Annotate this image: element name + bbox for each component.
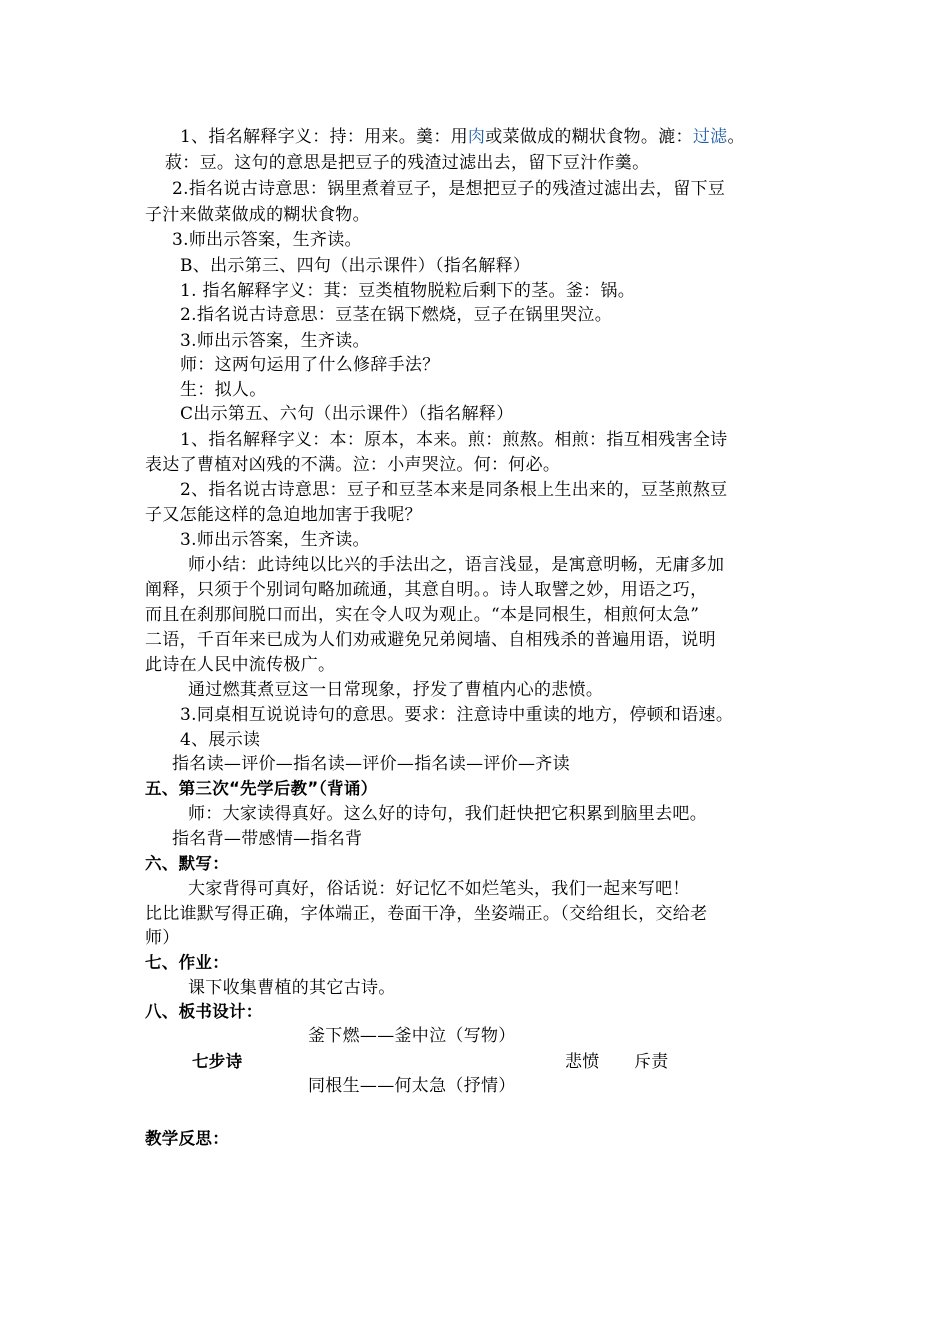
para-line: 表达了曹植对凶残的不满。泣：小声哭泣。何：何必。 bbox=[145, 455, 561, 475]
para-line: 2.指名说古诗意思：豆茎在锅下燃烧，豆子在锅里哭泣。 bbox=[180, 305, 613, 325]
section-heading: 八、板书设计： bbox=[145, 1002, 263, 1021]
para-line: 比比谁默写得正确，字体端正，卷面干净，坐姿端正。（交给组长，交给老 bbox=[145, 904, 708, 924]
board-title: 七步诗 bbox=[192, 1052, 243, 1071]
para-line: 师：大家读得真好。这么好的诗句，我们赶快把它积累到脑里去吧。 bbox=[188, 804, 707, 824]
link-rou[interactable]: 肉 bbox=[467, 127, 486, 147]
section-heading: 七、作业： bbox=[145, 953, 229, 972]
para-line: 课下收集曹植的其它古诗。 bbox=[188, 978, 396, 998]
para-line: 3.同桌相互说说诗句的意思。要求：注意诗中重读的地方，停顿和语速。 bbox=[180, 705, 734, 725]
para-line: 2、指名说古诗意思：豆子和豆茎本来是同条根上生出来的，豆茎煎熬豆 bbox=[180, 480, 728, 500]
para-line: C出示第五、六句（出示课件）（指名解释） bbox=[180, 404, 514, 424]
text-span: 。 bbox=[727, 127, 745, 147]
section-heading: 六、默写： bbox=[145, 854, 229, 873]
para-line: 1. 指名解释字义：萁：豆类植物脱粒后剩下的茎。釜：锅。 bbox=[180, 281, 636, 301]
board-emotion-1: 悲愤 bbox=[565, 1052, 600, 1072]
para-line: 阐释，只须于个别词句略加疏通，其意自明。。诗人取譬之妙，用语之巧， bbox=[145, 580, 708, 600]
para-line: 4、展示读 bbox=[180, 730, 261, 750]
para-line: 指名读—评价—指名读—评价—指名读—评价—齐读 bbox=[172, 754, 570, 774]
para-line: 3.师出示答案，生齐读。 bbox=[172, 230, 362, 250]
para-line bbox=[180, 125, 745, 149]
para-line: 1、指名解释字义：本：原本，本来。煎：煎熬。相煎：指互相残害全诗 bbox=[180, 430, 728, 450]
para-line: 3.师出示答案，生齐读。 bbox=[180, 331, 370, 351]
para-line: 生：拟人。 bbox=[180, 380, 267, 400]
para-line: 2.指名说古诗意思：锅里煮着豆子，是想把豆子的残渣过滤出去，留下豆 bbox=[172, 179, 726, 199]
text-span: 或菜做成的糊状食物。漉： bbox=[485, 127, 693, 147]
text-span: 1、指名解释字义：持：用来。羹：用 bbox=[180, 127, 468, 147]
reflection-heading: 教学反思： bbox=[145, 1129, 229, 1148]
board-emotion-2: 斥责 bbox=[634, 1052, 669, 1072]
para-line: 大家背得可真好，俗话说：好记忆不如烂笔头，我们一起来写吧！ bbox=[188, 879, 690, 899]
para-line: 师：这两句运用了什么修辞手法？ bbox=[180, 355, 440, 375]
board-line-1: 釜下燃——釜中泣（写物） bbox=[308, 1026, 516, 1046]
para-line: 二语，千百年来已成为人们劝戒避免兄弟阋墙、自相残杀的普遍用语，说明 bbox=[145, 630, 716, 650]
board-line-2: 同根生——何太急（抒情） bbox=[308, 1076, 516, 1096]
para-line: 而且在刹那间脱口而出，实在令人叹为观止。“本是同根生，相煎何太急” bbox=[145, 605, 700, 625]
link-guolv[interactable]: 过滤 bbox=[692, 127, 728, 147]
para-line: 师小结：此诗纯以比兴的手法出之，语言浅显，是寓意明畅，无庸多加 bbox=[188, 555, 725, 575]
para-line: 菽：豆。这句的意思是把豆子的残渣过滤出去，留下豆汁作羹。 bbox=[165, 153, 650, 173]
section-heading: 五、第三次“先学后教”（背诵） bbox=[145, 779, 378, 798]
para-line: B、出示第三、四句（出示课件）（指名解释） bbox=[180, 256, 531, 276]
para-line: 通过燃萁煮豆这一日常现象，抒发了曹植内心的悲愤。 bbox=[188, 680, 604, 700]
para-line: 3.师出示答案，生齐读。 bbox=[180, 530, 370, 550]
para-line: 指名背—带感情—指名背 bbox=[172, 829, 363, 849]
para-line: 此诗在人民中流传极广。 bbox=[145, 655, 336, 675]
para-line: 师） bbox=[145, 928, 180, 948]
para-line: 子又怎能这样的急迫地加害于我呢？ bbox=[145, 505, 422, 525]
para-line: 子汁来做菜做成的糊状食物。 bbox=[145, 205, 370, 225]
